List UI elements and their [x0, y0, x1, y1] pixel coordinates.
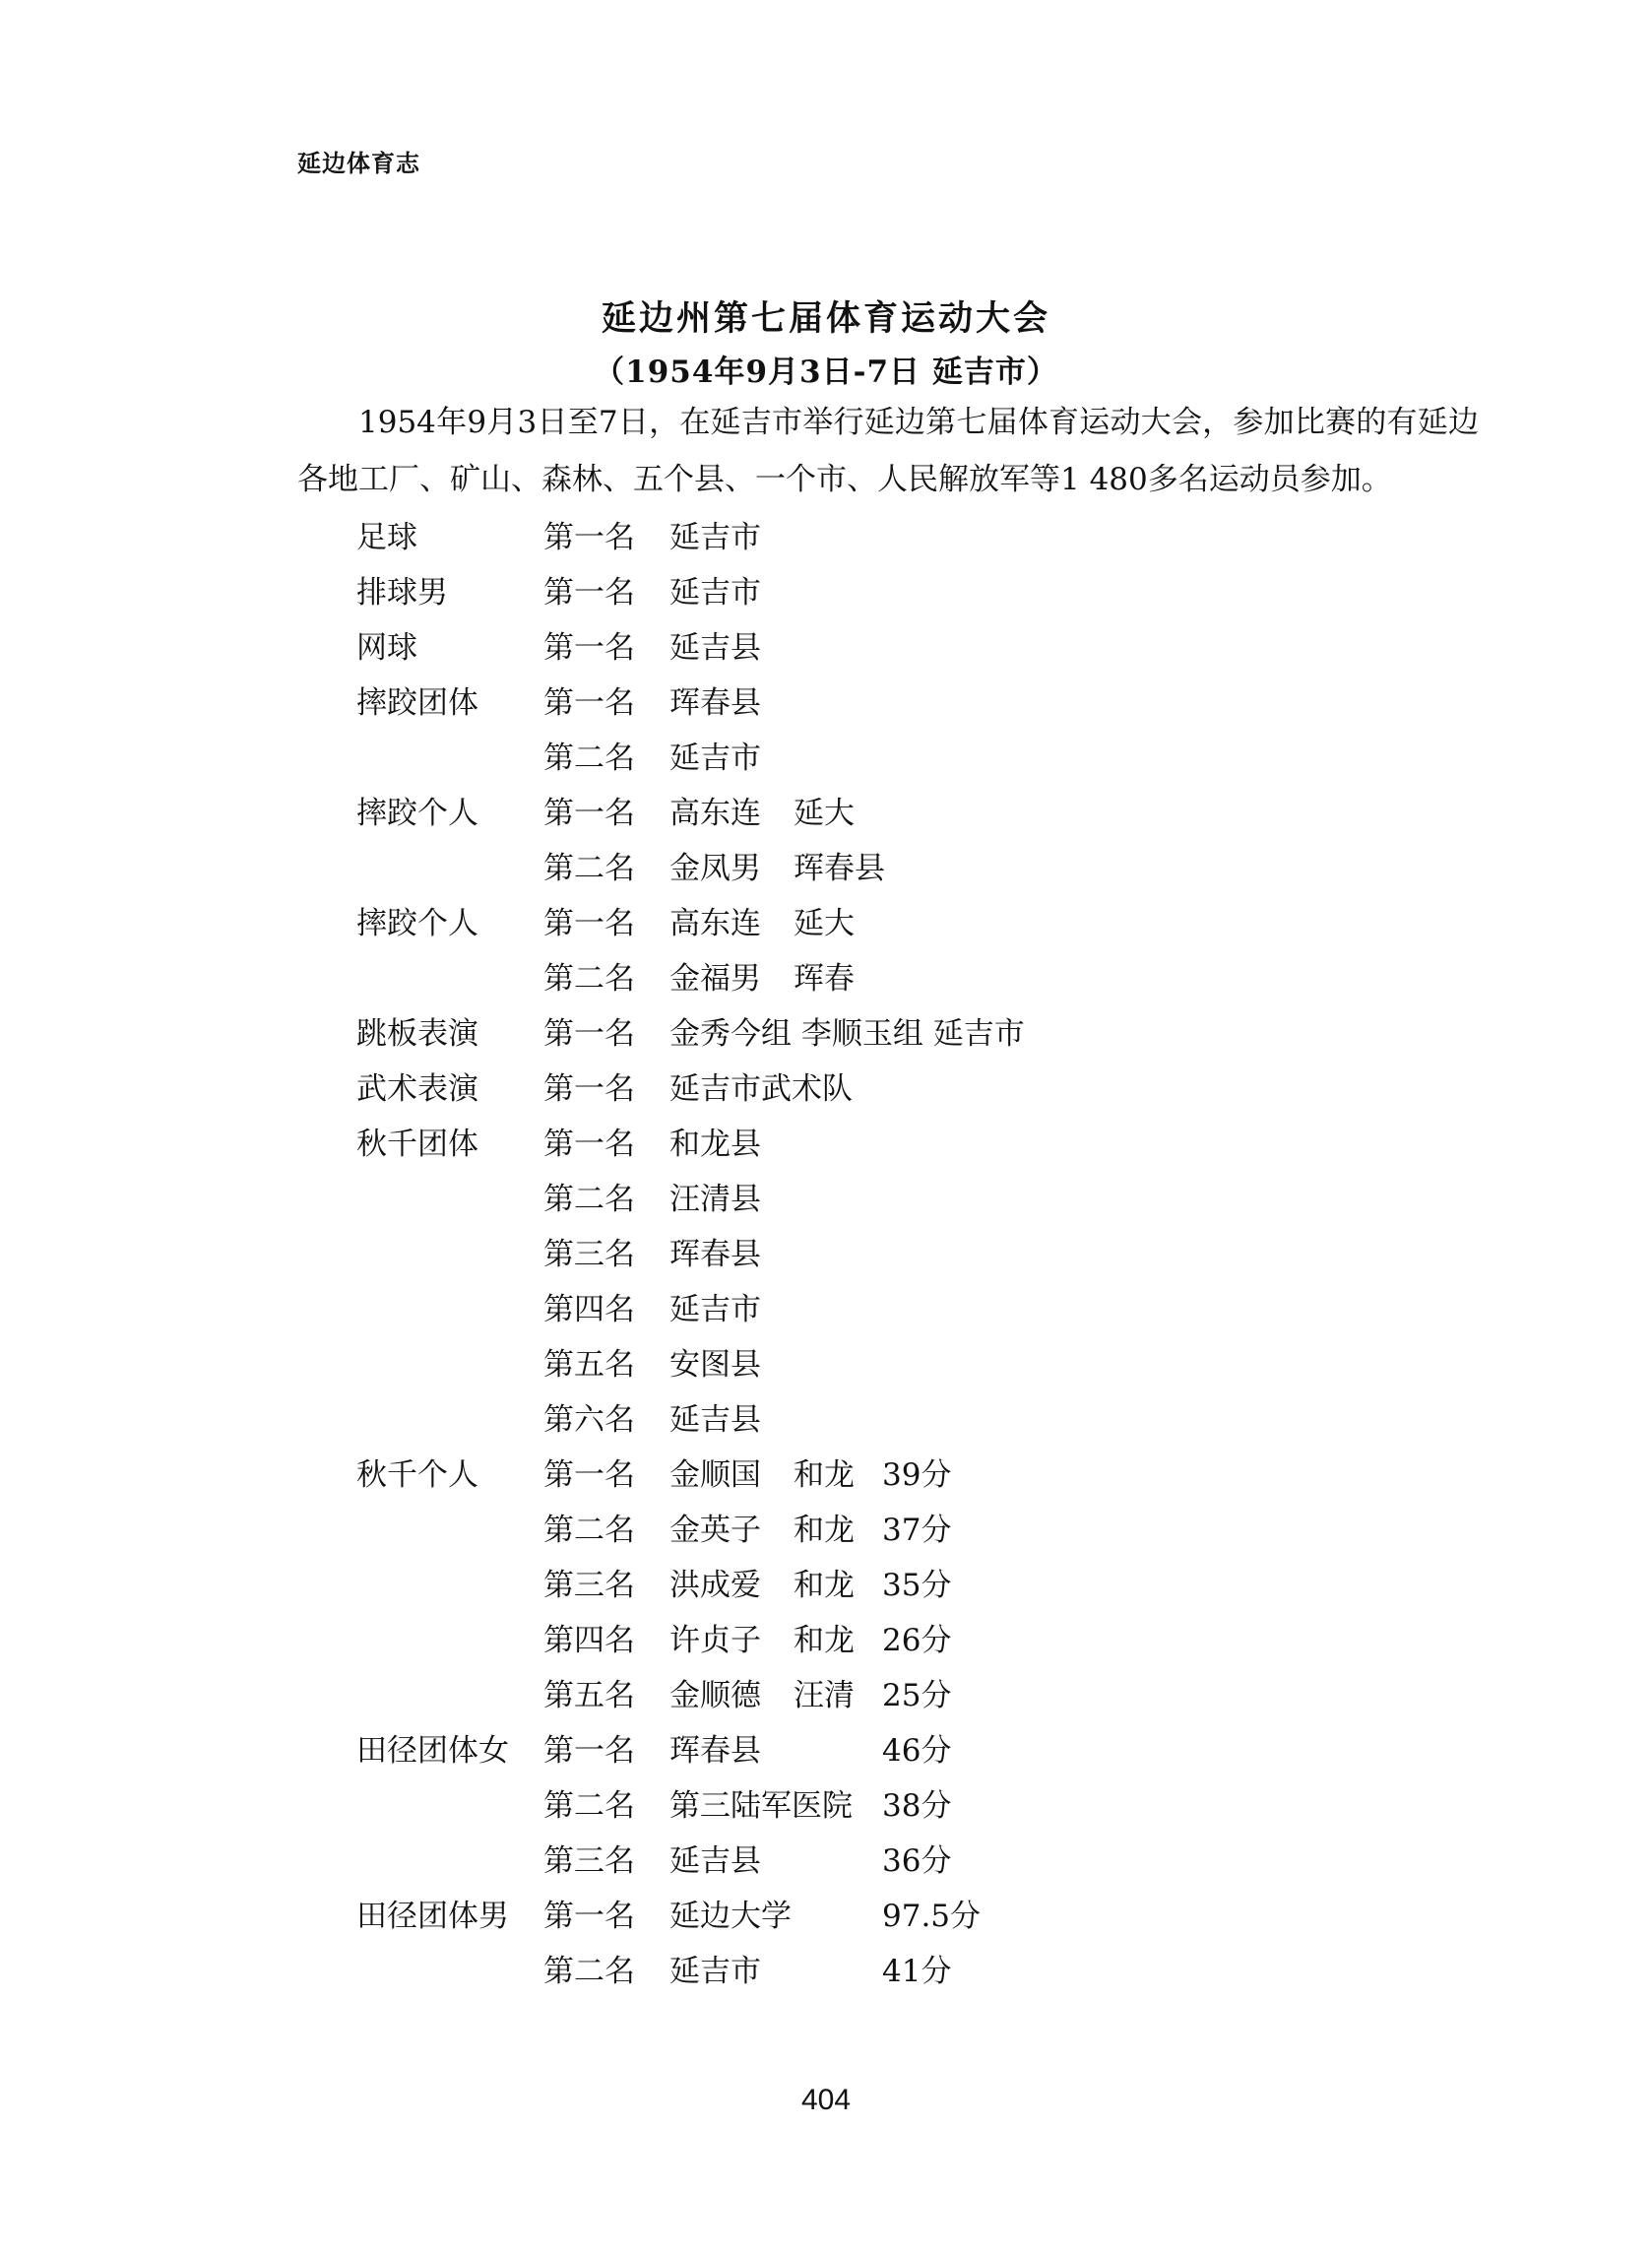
result-rank: 第二名 — [543, 741, 635, 776]
result-rank: 第一名 — [543, 630, 635, 666]
result-rank: 第四名 — [543, 1623, 635, 1658]
result-winner: 金英子 — [669, 1513, 761, 1548]
result-row — [0, 1723, 1652, 1778]
result-winner: 安图县 — [669, 1347, 761, 1383]
result-winner: 珲春县 — [669, 1237, 761, 1272]
result-event: 跳板表演 — [356, 1016, 478, 1052]
running-header: 延边体育志 — [297, 150, 420, 177]
result-winner: 延吉县 — [669, 630, 761, 666]
section-title: 延边州第七届体育运动大会 — [601, 298, 1050, 339]
result-event: 秋千团体 — [356, 1127, 478, 1162]
result-rank: 第二名 — [543, 961, 635, 997]
result-winner: 第三陆军医院 — [669, 1788, 853, 1824]
result-rank: 第一名 — [543, 685, 635, 721]
result-score: 46分 — [882, 1733, 952, 1769]
result-winner: 延吉市武术队 — [669, 1071, 853, 1107]
result-rank: 第四名 — [543, 1292, 635, 1327]
result-winner: 许贞子 — [669, 1623, 761, 1658]
result-unit: 珲春县 — [794, 851, 885, 886]
result-event: 武术表演 — [356, 1071, 478, 1107]
result-event: 摔跤个人 — [356, 906, 478, 941]
result-event: 秋千个人 — [356, 1457, 478, 1493]
result-row — [0, 1448, 1652, 1503]
result-unit: 和龙 — [794, 1568, 855, 1603]
result-winner: 延边大学 — [669, 1899, 792, 1934]
result-rank: 第三名 — [543, 1237, 635, 1272]
result-rank: 第五名 — [543, 1678, 635, 1713]
result-row — [0, 676, 1652, 731]
result-row — [0, 510, 1652, 565]
result-event: 摔跤团体 — [356, 685, 478, 721]
result-rank: 第二名 — [543, 1182, 635, 1217]
result-event: 田径团体女 — [356, 1733, 509, 1769]
result-rank: 第二名 — [543, 1788, 635, 1824]
result-unit: 和龙 — [794, 1623, 855, 1658]
result-row — [0, 1282, 1652, 1337]
result-rank: 第二名 — [543, 851, 635, 886]
result-score: 25分 — [882, 1678, 952, 1713]
result-winner: 金凤男 — [669, 851, 761, 886]
result-event: 足球 — [356, 520, 417, 555]
result-row — [0, 1062, 1652, 1117]
result-score: 38分 — [882, 1788, 952, 1824]
result-row — [0, 786, 1652, 841]
result-score: 39分 — [882, 1457, 952, 1493]
result-unit: 珲春 — [794, 961, 855, 997]
result-row — [0, 1613, 1652, 1668]
result-row — [0, 896, 1652, 951]
result-row — [0, 1668, 1652, 1723]
result-row — [0, 1006, 1652, 1062]
result-winner: 金秀今组 李顺玉组 延吉市 — [669, 1016, 1025, 1052]
result-rank: 第一名 — [543, 1899, 635, 1934]
result-winner: 延吉县 — [669, 1402, 761, 1438]
result-rank: 第二名 — [543, 1513, 635, 1548]
result-rank: 第一名 — [543, 1127, 635, 1162]
page-number: 404 — [800, 2084, 852, 2116]
result-row — [0, 1117, 1652, 1172]
result-row — [0, 951, 1652, 1006]
result-event: 摔跤个人 — [356, 796, 478, 831]
result-rank: 第一名 — [543, 906, 635, 941]
result-winner: 珲春县 — [669, 1733, 761, 1769]
result-rank: 第一名 — [543, 796, 635, 831]
result-winner: 延吉市 — [669, 1292, 761, 1327]
result-event: 排球男 — [356, 575, 448, 611]
result-row — [0, 1834, 1652, 1889]
result-row — [0, 841, 1652, 896]
result-winner: 金福男 — [669, 961, 761, 997]
result-rank: 第六名 — [543, 1402, 635, 1438]
result-row — [0, 1889, 1652, 1944]
result-winner: 延吉市 — [669, 741, 761, 776]
result-row — [0, 1392, 1652, 1448]
result-winner: 汪清县 — [669, 1182, 761, 1217]
result-score: 35分 — [882, 1568, 952, 1603]
result-score: 97.5分 — [882, 1899, 982, 1934]
result-winner: 延吉县 — [669, 1843, 761, 1879]
result-rank: 第一名 — [543, 1071, 635, 1107]
result-event: 网球 — [356, 630, 417, 666]
result-rank: 第三名 — [543, 1843, 635, 1879]
result-score: 41分 — [882, 1954, 952, 1989]
result-row — [0, 1558, 1652, 1613]
result-row — [0, 731, 1652, 786]
result-rank: 第五名 — [543, 1347, 635, 1383]
result-rank: 第一名 — [543, 1733, 635, 1769]
result-winner: 高东连 — [669, 906, 761, 941]
result-rank: 第一名 — [543, 1016, 635, 1052]
result-row — [0, 1172, 1652, 1227]
result-rank: 第一名 — [543, 520, 635, 555]
result-row — [0, 1778, 1652, 1834]
result-row — [0, 1503, 1652, 1558]
result-row — [0, 620, 1652, 676]
result-winner: 高东连 — [669, 796, 761, 831]
result-rank: 第一名 — [543, 1457, 635, 1493]
result-row — [0, 1227, 1652, 1282]
result-winner: 珲春县 — [669, 685, 761, 721]
result-winner: 延吉市 — [669, 575, 761, 611]
result-rank: 第三名 — [543, 1568, 635, 1603]
result-unit: 延大 — [794, 906, 855, 941]
result-winner: 和龙县 — [669, 1127, 761, 1162]
result-winner: 延吉市 — [669, 1954, 761, 1989]
result-score: 36分 — [882, 1843, 952, 1879]
result-event: 田径团体男 — [356, 1899, 509, 1934]
result-winner: 延吉市 — [669, 520, 761, 555]
result-rank: 第一名 — [543, 575, 635, 611]
result-winner: 金顺国 — [669, 1457, 761, 1493]
result-unit: 延大 — [794, 796, 855, 831]
result-score: 37分 — [882, 1513, 952, 1548]
section-subtitle: （1954年9月3日-7日 延吉市） — [594, 355, 1058, 390]
result-row — [0, 565, 1652, 620]
result-unit: 汪清 — [794, 1678, 855, 1713]
result-unit: 和龙 — [794, 1513, 855, 1548]
intro-paragraph: 1954年9月3日至7日，在延吉市举行延边第七届体育运动大会，参加比赛的有延边各地工厂、矿山、森林、五个县、一个市、人民解放军等1 480多名运动员参加。 — [297, 405, 1479, 497]
results-list — [0, 510, 1652, 1999]
result-winner: 金顺德 — [669, 1678, 761, 1713]
result-row — [0, 1944, 1652, 1999]
result-winner: 洪成爱 — [669, 1568, 761, 1603]
result-rank: 第二名 — [543, 1954, 635, 1989]
result-score: 26分 — [882, 1623, 952, 1658]
result-row — [0, 1337, 1652, 1392]
result-unit: 和龙 — [794, 1457, 855, 1493]
